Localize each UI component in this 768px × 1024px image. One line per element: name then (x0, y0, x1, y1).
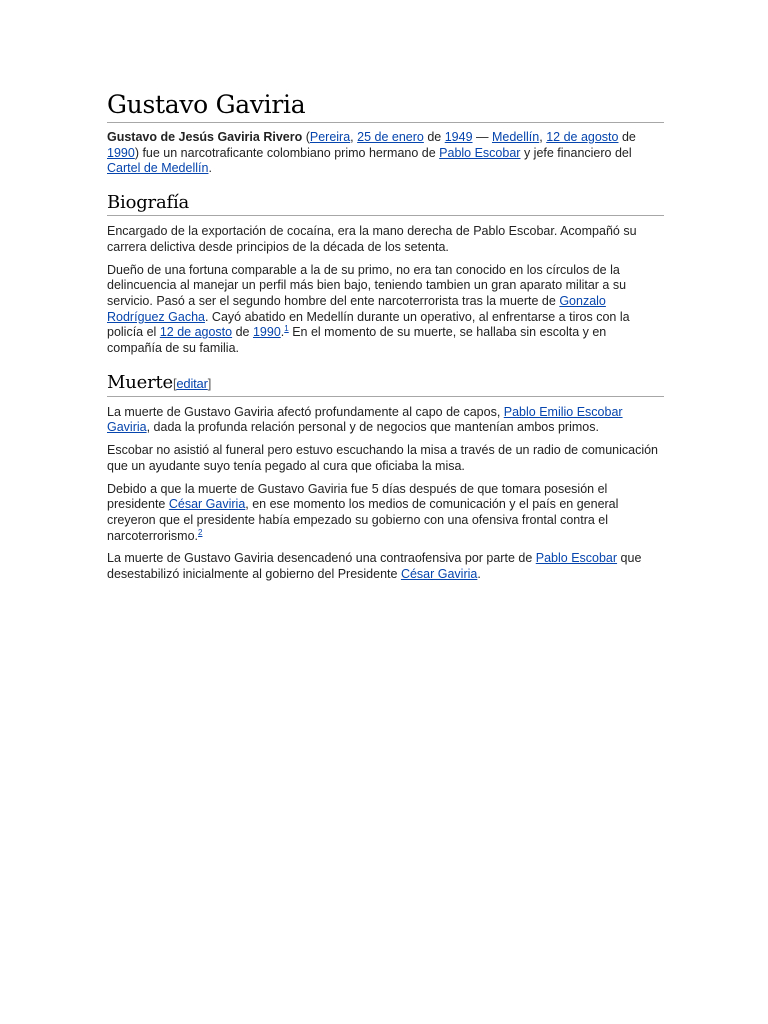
muerte-paragraph-3: Debido a que la muerte de Gustavo Gaviria fue 5 días después de que tomara posesión el presidente César Gaviria, en ese momento los medios de comunicación y el país en general creyeron que el presidente había empezado su gobierno con una ofensiva frontal contra el narcoterrorismo.$^2$ (107, 481, 619, 543)
link-pablo-escobar[interactable]: Pablo Escobar (439, 145, 521, 160)
link-12-de-agosto[interactable]: 12 de agosto (159, 325, 233, 340)
section-heading-muerte (107, 371, 664, 397)
link-1990[interactable]: 1990 (107, 145, 135, 160)
link-medellin[interactable]: Medellín (491, 130, 540, 144)
subject-name: Gustavo de Jesús Gaviria Rivero (107, 130, 303, 144)
article-content (107, 88, 664, 583)
biografia-paragraph-1: Encargado de la exportación de cocaína, era la mano derecha de Pablo Escobar. Acompañó su carrera delictiva desde principios de la década de los setenta. (107, 224, 637, 254)
link-cartel-de-medellin[interactable]: Cartel de Medellín (107, 161, 209, 176)
intro-paragraph: Gustavo de Jesús Gaviria Rivero (Pereira, 25 de enero de 1949 — Medellín, 12 de agosto de 1990) fue un narcotraficante colombiano primo hermano de Pablo Escobar y jefe financiero del Cartel de Medellín. (107, 130, 636, 176)
reference-2[interactable]: 2 (198, 527, 203, 537)
link-cesar-gaviria[interactable]: César Gaviria (168, 497, 246, 512)
muerte-paragraph-1: La muerte de Gustavo Gaviria afectó profundamente al capo de capos, Pablo Emilio Escobar Gaviria, dada la profunda relación personal y de negocios que mantenían ambos primos. (107, 404, 623, 435)
edit-link[interactable]: editar (176, 375, 208, 391)
edit-section: [editar] (172, 375, 212, 391)
section-heading-biografia: Biografía (107, 191, 664, 216)
link-pablo-emilio-escobar-gaviria[interactable]: Pablo Emilio Escobar Gaviria (107, 404, 623, 435)
link-cesar-gaviria[interactable]: César Gaviria (400, 567, 478, 582)
reference-1[interactable]: 1 (284, 324, 289, 334)
link-12-de-agosto[interactable]: 12 de agosto (546, 130, 619, 144)
link-gonzalo-rodriguez-gacha[interactable]: Gonzalo Rodríguez Gacha (107, 293, 606, 324)
page-title: Gustavo Gaviria (107, 88, 664, 123)
link-pablo-escobar[interactable]: Pablo Escobar (535, 551, 618, 566)
link-25-de-enero[interactable]: 25 de enero (357, 130, 424, 144)
link-pereira[interactable]: Pereira (309, 130, 351, 144)
muerte-heading-label: Muerte (107, 371, 173, 393)
biografia-paragraph-2: Dueño de una fortuna comparable a la de su primo, no era tan conocido en los círculos de la delincuencia al manejar un perfil más bien bajo, teniendo tambien un gran aparato militar a su servicio. Pasó a ser el segundo hombre del ente narcoterrorista tras la muerte de Gonzalo Rodríguez Gacha. Cayó abatido en Medellín durante un operativo, al enfrentarse a tiros con la policía el 12 de agosto de 1990.$^1$ En el momento de su muerte, se hallaba sin escolta y en compañía de su familia. (107, 262, 630, 356)
link-1990[interactable]: 1990 (252, 325, 281, 340)
link-1949[interactable]: 1949 (444, 130, 473, 144)
muerte-paragraph-4: La muerte de Gustavo Gaviria desencadenó una contraofensiva por parte de Pablo Escobar que desestabilizó inicialmente al gobierno del Presidente César Gaviria. (107, 551, 642, 582)
muerte-paragraph-2: Escobar no asistió al funeral pero estuvo escuchando la misa a través de un radio de comunicación que un ayudante suyo tenía pegado al cura que oficiaba la misa. (107, 443, 659, 473)
